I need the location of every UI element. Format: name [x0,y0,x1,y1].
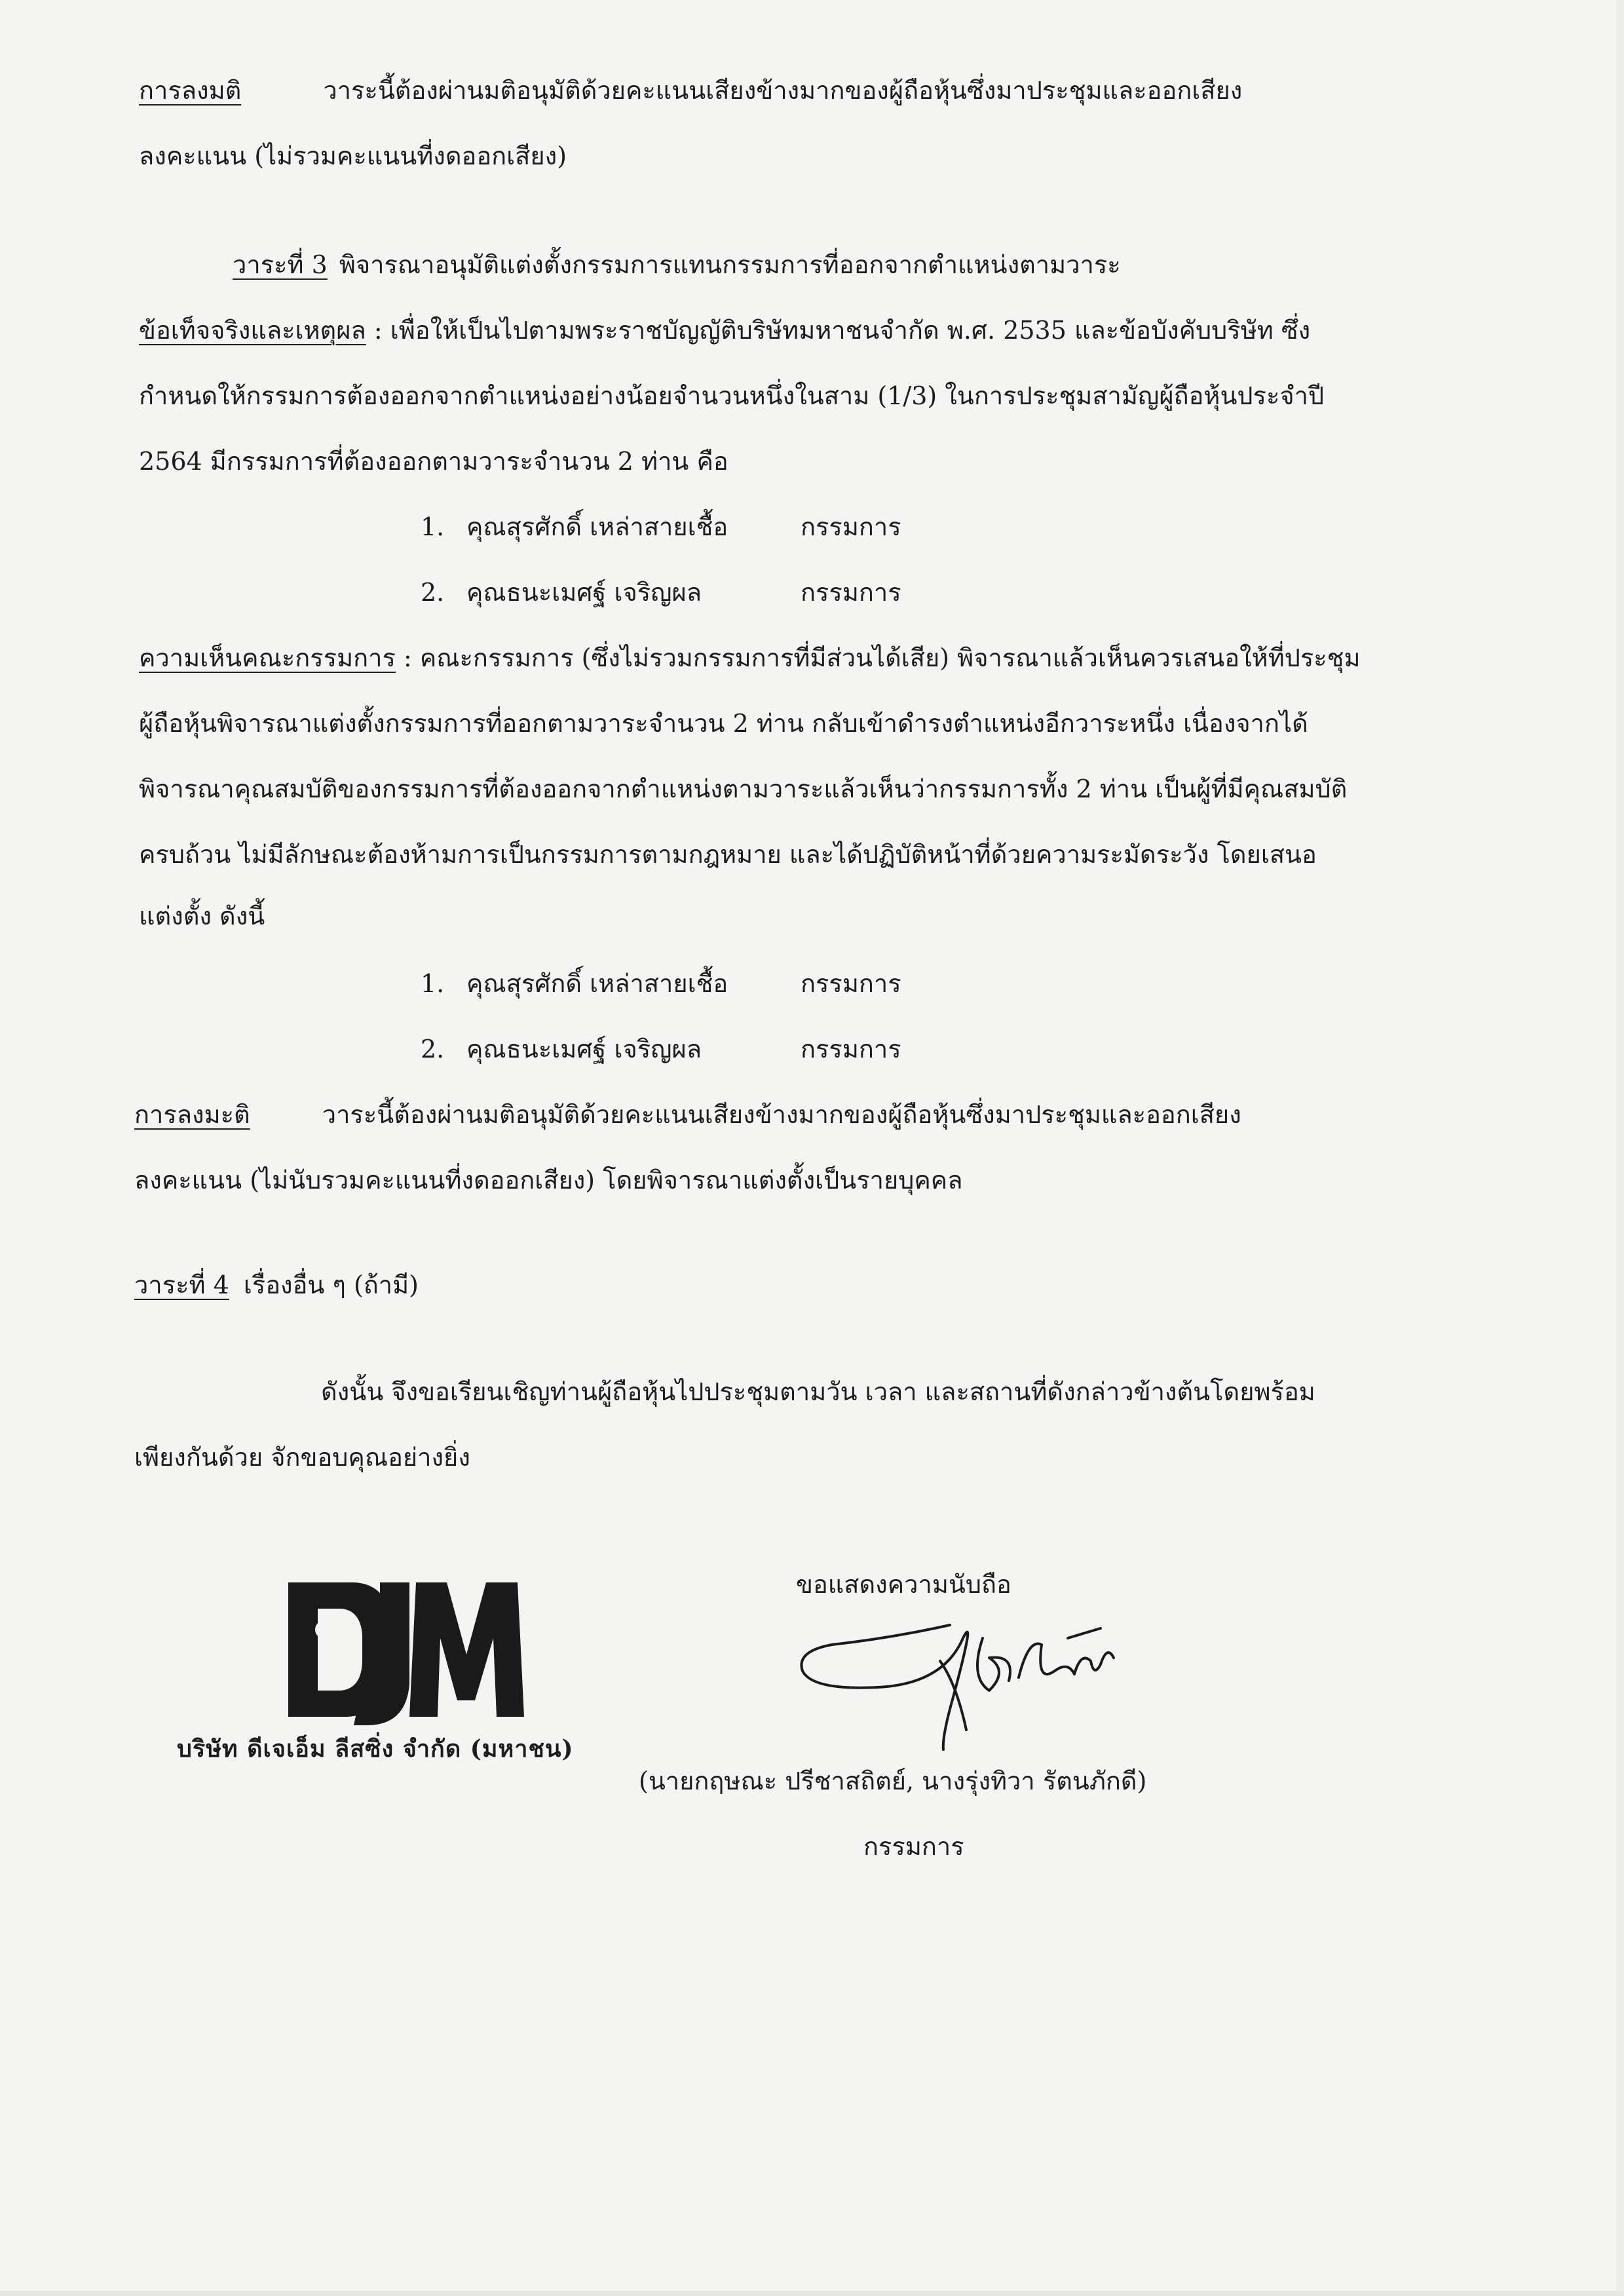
list1-item-2 [421,575,444,609]
agenda3-title: พิจารณาอนุมัติแต่งตั้งกรรมการแทนกรรมการที่ออกจากตำแหน่งตามวาระ [339,250,1121,279]
list2-item-2 [421,1032,444,1066]
agenda3-title-line [233,248,1121,282]
opinion-line3: พิจารณาคุณสมบัติของกรรมการที่ต้องออกจากตำแหน่งตามวาระแล้วเห็นว่ากรรมการทั้ง 2 ท่าน เป็นผู้ที่มีคุณสมบัติ [139,775,1348,803]
facts-line1 [139,313,1310,347]
prev-vote-line2: ลงคะแนน (ไม่รวมคะแนนที่งดออกเสียง) [139,142,567,170]
list-number: 2. [421,1035,445,1063]
facts-heading: ข้อเท็จจริงและเหตุผล [139,316,366,345]
agenda3-vote-line2: ลงคะแนน (ไม่นับรวมคะแนนที่งดออกเสียง) โดยพิจารณาแต่งตั้งเป็นรายบุคคล [134,1166,963,1195]
agenda4-line [134,1268,419,1302]
opinion-heading: ความเห็นคณะกรรมการ [139,643,396,672]
prev-vote-line1 [139,73,1242,107]
prev-vote-text1: วาระนี้ต้องผ่านมติอนุมัติด้วยคะแนนเสียงข้างมากของผู้ถือหุ้นซึ่งมาประชุมและออกเสียง [323,76,1243,105]
list2-item-1 [421,966,444,1001]
salutation: ขอแสดงความนับถือ [796,1570,1011,1599]
facts-text1: : เพื่อให้เป็นไปตามพระราชบัญญัติบริษัทมหาชนจำกัด พ.ศ. 2535 และข้อบังคับบริษัท ซึ่ง [373,316,1311,345]
signature-image [793,1599,1160,1756]
list2-item-1-role: กรรมการ [801,969,901,998]
company-logo [275,1569,537,1733]
list2-item-1-name: คุณสุรศักดิ์ เหล่าสายเชื้อ [466,969,728,998]
list2-item-2-role: กรรมการ [801,1035,901,1063]
prev-vote-heading: การลงมติ [139,76,242,105]
agenda3-heading: วาระที่ 3 [233,250,328,279]
list1-item-1-role: กรรมการ [801,512,901,541]
agenda3-vote-line1 [134,1098,1241,1132]
facts-line2: กำหนดให้กรรมการต้องออกจากตำแหน่งอย่างน้อยจำนวนหนึ่งในสาม (1/3) ในการประชุมสามัญผู้ถือหุ้นประจำปี [139,381,1325,410]
facts-line3: 2564 มีกรรมการที่ต้องออกตามวาระจำนวน 2 ท่าน คือ [139,447,728,476]
opinion-line2: ผู้ถือหุ้นพิจารณาแต่งตั้งกรรมการที่ออกตามวาระจำนวน 2 ท่าน กลับเข้าดำรงตำแหน่งอีกวาระหนึ่ง เนื่องจากได้ [139,709,1308,738]
opinion-line5: แต่งตั้ง ดังนี้ [139,902,265,930]
list-number: 2. [421,578,445,607]
list1-item-1-name: คุณสุรศักดิ์ เหล่าสายเชื้อ [466,512,728,541]
opinion-line1 [139,641,1361,675]
list1-item-1 [421,510,444,544]
opinion-line4: ครบถ้วน ไม่มีลักษณะต้องห้ามการเป็นกรรมการตามกฎหมาย และได้ปฏิบัติหน้าที่ด้วยความระมัดระวัง โดยเสนอ [139,840,1317,869]
list2-item-2-name: คุณธนะเมศฐ์ เจริญผล [466,1035,702,1063]
list-number: 1. [421,969,445,998]
agenda4-title: เรื่องอื่น ๆ (ถ้ามี) [243,1271,419,1299]
list1-item-2-role: กรรมการ [801,578,901,607]
scan-bottom-edge [0,2291,1624,2296]
closing-line2: เพียงกันด้วย จักขอบคุณอย่างยิ่ง [134,1443,470,1472]
agenda3-vote-heading: การลงมะติ [134,1100,250,1129]
signers: (นายกฤษณะ ปรีชาสถิตย์, นางรุ่งทิวา รัตนภักดี) [639,1767,1147,1795]
company-name: บริษัท ดีเจเอ็ม ลีสซิ่ง จำกัด (มหาชน) [177,1735,574,1763]
list-number: 1. [421,512,445,541]
signer-position: กรรมการ [863,1832,964,1861]
opinion-text1: : คณะกรรมการ (ซึ่งไม่รวมกรรมการที่มีส่วนได้เสีย) พิจารณาแล้วเห็นควรเสนอให้ที่ประชุม [403,643,1361,672]
closing-line1: ดังนั้น จึงขอเรียนเชิญท่านผู้ถือหุ้นไปประชุมตามวัน เวลา และสถานที่ดังกล่าวข้างต้นโดยพร้อม [321,1377,1315,1406]
scan-edge [1616,0,1624,2296]
agenda3-vote-text1: วาระนี้ต้องผ่านมติอนุมัติด้วยคะแนนเสียงข้างมากของผู้ถือหุ้นซึ่งมาประชุมและออกเสียง [322,1100,1241,1129]
list1-item-2-name: คุณธนะเมศฐ์ เจริญผล [466,578,702,607]
agenda4-heading: วาระที่ 4 [134,1271,229,1299]
